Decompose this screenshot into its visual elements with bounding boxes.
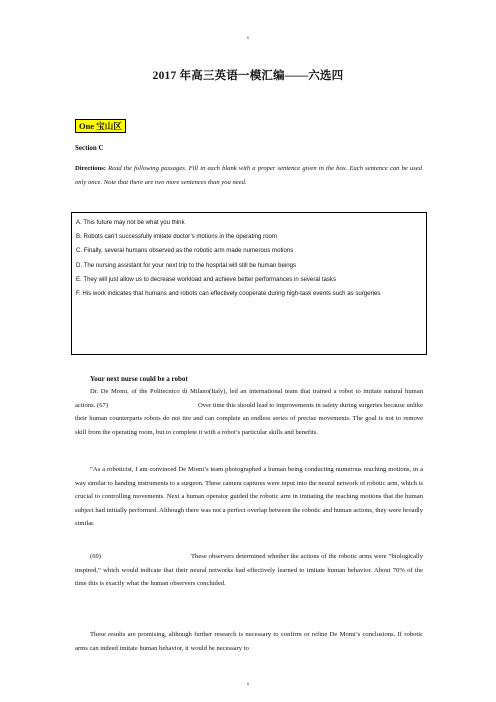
- paragraph-3-rest: These observers determined whether the actions of the robotic arms were “biologically inspired,” which would indicate that their neural networks had effectively learned to imitate human behavior. About 70% of the time this is exactly what the human observers concluded.: [75, 553, 423, 588]
- option-a: A. This future may not be what you think: [76, 219, 185, 226]
- paragraph-1-rest: Over time this should lead to improvements in safety during surgeries because unlike their human counterparts robots do not tire and can complete an endless series of precise movements. The goal is not to remove skill from the operating room, but to complete it with a robot’s particular skills and benefits.: [75, 401, 423, 436]
- option-b: B. Robots can’t successfully imitate doctor’s motions in the operating room: [76, 233, 277, 241]
- directions-label: Directions:: [75, 165, 107, 172]
- header-mark: s: [247, 36, 249, 41]
- paragraph-3: [75, 550, 423, 591]
- paragraph-2: “As a roboticist, I am convinced De Momi’s team photographed a human being conducting numerous reaching motions, in a way similar to handing instruments to a surgeon. These camera captures were input into the neural network of robotic arm, which is crucial to controlling movements. Next a human operator guided the robotic arm in imitating the reaching motions that the human subject had initially performed. Although there was not a perfect overlap between the robotic and human actions, they were broadly similar.: [75, 466, 423, 528]
- footer-mark: s: [247, 682, 249, 687]
- option-e: E. They will just allow us to decrease workload and achieve better performances in several tasks: [76, 275, 337, 283]
- paragraph-1: [75, 385, 423, 439]
- paragraph-4: These results are promising, although further research is necessary to confirm or refine De Momi’s conclusions. If robotic arms can indeed imitate human behavior, it would be necessary to: [75, 631, 423, 652]
- article-title: Your next nurse could be a robot: [90, 375, 188, 383]
- section-tag: One 宝山区: [75, 119, 126, 133]
- section-label: Section C: [75, 144, 104, 152]
- blank-69-number: (69): [90, 553, 101, 560]
- directions: [75, 162, 422, 190]
- page-title: 2017 年高三英语一模汇编——六选四: [152, 70, 344, 82]
- option-f: F. His work indicates that humans and robots can effectively cooperate during high-task events such as surgeries: [76, 290, 381, 298]
- options-box: [71, 212, 427, 355]
- directions-text: Read the following passages. Fill in each blank with a proper sentence given in the box. Each sentence can be used only once. Note that there are two more sentences than you need.: [75, 165, 422, 186]
- paragraph-1-start: Dr. De Momi, of the Politecnico di Milano(Italy), led an international team that trained a robot to imitate natural human actions. (67): [75, 388, 423, 409]
- option-d: D. The nursing assistant for your next trip to the hospital will still be human beings: [76, 261, 297, 269]
- option-c: C. Finally, several humans observed as the robotic arm made numerous motions: [76, 247, 294, 255]
